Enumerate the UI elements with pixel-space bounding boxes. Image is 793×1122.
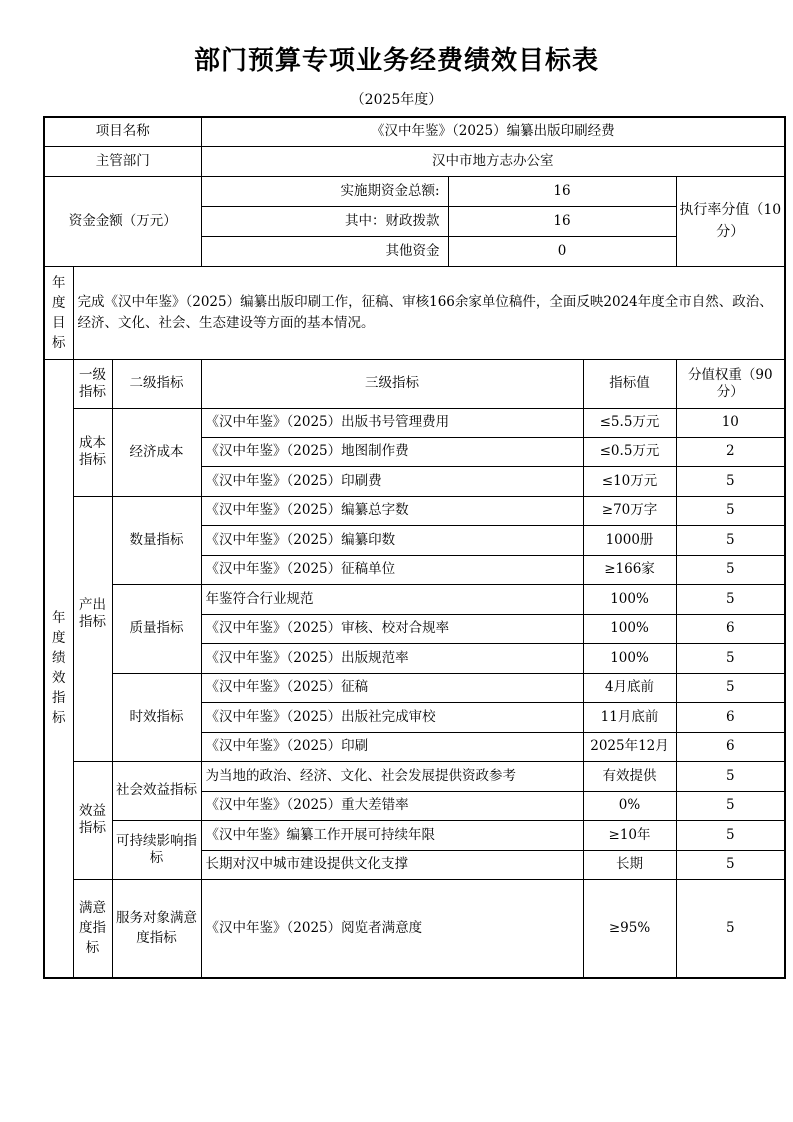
perf-indicator-label: 年度绩效指标 bbox=[44, 359, 73, 978]
indicator-weight: 5 bbox=[676, 850, 785, 879]
subgroup-sustainable: 可持续影响指标 bbox=[112, 820, 201, 879]
indicator-name: 《汉中年鉴》（2025）征稿单位 bbox=[201, 555, 583, 584]
indicator-header-row bbox=[44, 359, 785, 408]
annual-goal-label: 年度目标 bbox=[44, 266, 73, 359]
project-name-value: 《汉中年鉴》（2025）编纂出版印刷经费 bbox=[201, 117, 785, 146]
project-name-row bbox=[44, 117, 785, 146]
indicator-weight: 5 bbox=[676, 791, 785, 820]
indicator-weight: 5 bbox=[676, 584, 785, 614]
group-benefit: 效益指标 bbox=[73, 761, 112, 879]
table-row bbox=[44, 584, 785, 614]
exec-rate-label: 执行率分值（10分） bbox=[676, 176, 785, 266]
indicator-name: 《汉中年鉴》（2025）出版社完成审校 bbox=[201, 702, 583, 732]
budget-year: （2025年度） bbox=[350, 92, 443, 108]
indicator-value: 100% bbox=[583, 614, 676, 643]
indicator-name: 《汉中年鉴》（2025）编纂印数 bbox=[201, 525, 583, 555]
indicator-name: 《汉中年鉴》（2025）出版书号管理费用 bbox=[201, 408, 583, 437]
indicator-value: 2025年12月 bbox=[583, 732, 676, 761]
indicator-value: ≤5.5万元 bbox=[583, 408, 676, 437]
funds-fiscal-label: 其中：财政拨款 bbox=[201, 206, 448, 236]
funds-fiscal-value: 16 bbox=[448, 206, 676, 236]
table-row bbox=[44, 496, 785, 525]
indicator-name: 《汉中年鉴》（2025）重大差错率 bbox=[201, 791, 583, 820]
header-weight: 分值权重（90分） bbox=[676, 359, 785, 408]
indicator-weight: 5 bbox=[676, 879, 785, 978]
indicator-name: 为当地的政治、经济、文化、社会发展提供资政参考 bbox=[201, 761, 583, 791]
indicator-value: ≥166家 bbox=[583, 555, 676, 584]
header-value: 指标值 bbox=[583, 359, 676, 408]
indicator-value: ≥10年 bbox=[583, 820, 676, 850]
page-title: 部门预算专项业务经费绩效目标表 bbox=[193, 46, 599, 76]
indicator-weight: 5 bbox=[676, 555, 785, 584]
indicator-name: 《汉中年鉴》（2025）审核、校对合规率 bbox=[201, 614, 583, 643]
indicator-value: ≤10万元 bbox=[583, 466, 676, 496]
subgroup-economic-cost: 经济成本 bbox=[112, 408, 201, 496]
indicator-weight: 6 bbox=[676, 614, 785, 643]
indicator-weight: 6 bbox=[676, 702, 785, 732]
indicator-weight: 5 bbox=[676, 820, 785, 850]
indicator-weight: 5 bbox=[676, 496, 785, 525]
funds-other-label: 其他资金 bbox=[201, 236, 448, 266]
funds-label: 资金金额（万元） bbox=[44, 176, 201, 266]
indicator-name: 年鉴符合行业规范 bbox=[201, 584, 583, 614]
table-row bbox=[44, 673, 785, 702]
indicator-weight: 2 bbox=[676, 437, 785, 466]
dept-value: 汉中市地方志办公室 bbox=[201, 146, 785, 176]
indicator-value: 长期 bbox=[583, 850, 676, 879]
header-level3: 三级指标 bbox=[201, 359, 583, 408]
indicator-name: 《汉中年鉴》（2025）征稿 bbox=[201, 673, 583, 702]
indicator-value: ≥95% bbox=[583, 879, 676, 978]
project-name-label: 项目名称 bbox=[44, 117, 201, 146]
indicator-name: 《汉中年鉴》（2025）编纂总字数 bbox=[201, 496, 583, 525]
indicator-value: 4月底前 bbox=[583, 673, 676, 702]
indicator-name: 《汉中年鉴》编纂工作开展可持续年限 bbox=[201, 820, 583, 850]
table-row bbox=[44, 879, 785, 978]
indicator-weight: 5 bbox=[676, 525, 785, 555]
indicator-value: 1000册 bbox=[583, 525, 676, 555]
subgroup-quantity: 数量指标 bbox=[112, 496, 201, 584]
indicator-value: 有效提供 bbox=[583, 761, 676, 791]
annual-goal-row bbox=[44, 266, 785, 359]
indicator-value: 100% bbox=[583, 584, 676, 614]
indicator-name: 《汉中年鉴》（2025）阅览者满意度 bbox=[201, 879, 583, 978]
subgroup-service-satisfaction: 服务对象满意度指标 bbox=[112, 879, 201, 978]
dept-label: 主管部门 bbox=[44, 146, 201, 176]
table-row bbox=[44, 408, 785, 437]
table-row bbox=[44, 761, 785, 791]
indicator-name: 《汉中年鉴》（2025）印刷费 bbox=[201, 466, 583, 496]
indicator-weight: 10 bbox=[676, 408, 785, 437]
indicator-value: 11月底前 bbox=[583, 702, 676, 732]
indicator-weight: 5 bbox=[676, 761, 785, 791]
funds-other-value: 0 bbox=[448, 236, 676, 266]
subgroup-timeliness: 时效指标 bbox=[112, 673, 201, 761]
indicator-name: 《汉中年鉴》（2025）出版规范率 bbox=[201, 643, 583, 673]
funds-total-row bbox=[44, 176, 785, 206]
funds-total-value: 16 bbox=[448, 176, 676, 206]
annual-goal-text: 完成《汉中年鉴》（2025）编纂出版印刷工作，征稿、审核166余家单位稿件，全面反映2024年度全市自然、政治、经济、文化、社会、生态建设等方面的基本情况。 bbox=[73, 266, 785, 359]
dept-row bbox=[44, 146, 785, 176]
indicator-value: 100% bbox=[583, 643, 676, 673]
indicator-value: ≤0.5万元 bbox=[583, 437, 676, 466]
group-output: 产出指标 bbox=[73, 496, 112, 761]
header-level1: 一级指标 bbox=[73, 359, 112, 408]
indicator-weight: 5 bbox=[676, 466, 785, 496]
subgroup-social-benefit: 社会效益指标 bbox=[112, 761, 201, 820]
indicator-value: 0% bbox=[583, 791, 676, 820]
indicator-value: ≥70万字 bbox=[583, 496, 676, 525]
group-satisfaction: 满意度指标 bbox=[73, 879, 112, 978]
performance-target-table bbox=[43, 116, 786, 979]
indicator-name: 《汉中年鉴》（2025）印刷 bbox=[201, 732, 583, 761]
header-level2: 二级指标 bbox=[112, 359, 201, 408]
indicator-name: 《汉中年鉴》（2025）地图制作费 bbox=[201, 437, 583, 466]
indicator-name: 长期对汉中城市建设提供文化支撑 bbox=[201, 850, 583, 879]
indicator-weight: 6 bbox=[676, 732, 785, 761]
indicator-weight: 5 bbox=[676, 643, 785, 673]
subgroup-quality: 质量指标 bbox=[112, 584, 201, 673]
indicator-weight: 5 bbox=[676, 673, 785, 702]
funds-total-label: 实施期资金总额: bbox=[201, 176, 448, 206]
table-row bbox=[44, 820, 785, 850]
group-cost: 成本指标 bbox=[73, 408, 112, 496]
